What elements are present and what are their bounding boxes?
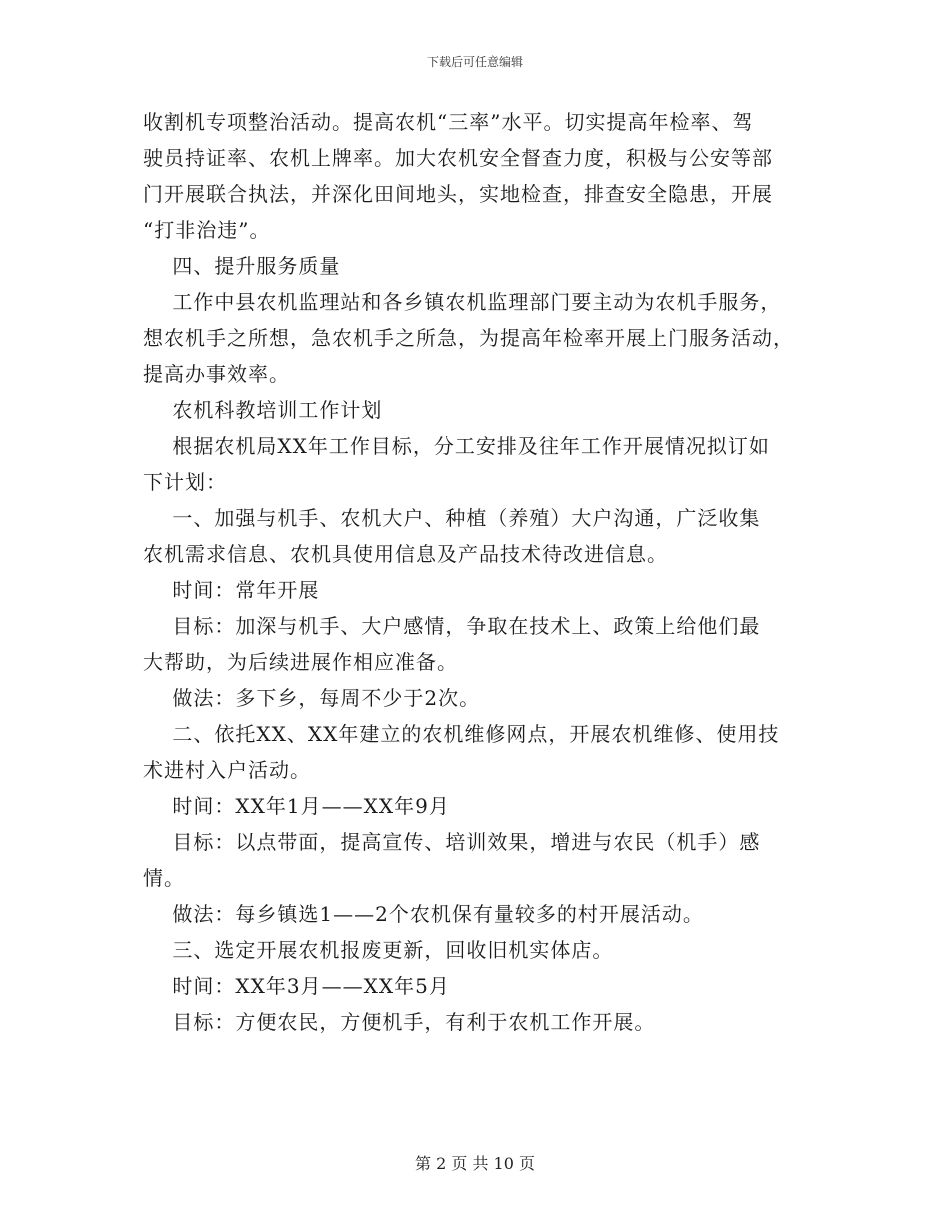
text-line: 三、选定开展农机报废更新，回收旧机实体店。 [143,938,614,962]
text-line: 做法：每乡镇选1——2个农机保有量较多的村开展活动。 [143,902,704,926]
page-number-label: 第 2 页 共 10 页 [415,1154,535,1173]
document-body [143,104,807,1040]
text-line: 时间：XX年3月——XX年5月 [143,974,450,998]
text-line: 驶员持证率、农机上牌率。加大农机安全督查力度，积极与公安等部 [143,146,773,170]
text-line: 门开展联合执法，并深化田间地头，实地检查，排查安全隐患，开展 [143,182,773,206]
text-line: 时间：XX年1月——XX年9月 [143,794,450,818]
text-line: 一、加强与机手、农机大户、种植（养殖）大户沟通，广泛收集 [143,506,761,530]
text-line: 情。 [143,866,185,890]
text-line: 做法：多下乡，每周不少于2次。 [143,686,481,710]
text-line: 下计划： [143,470,227,494]
text-line: 目标：以点带面，提高宣传、培训效果，增进与农民（机手）感 [143,830,761,854]
text-line: 二、依托XX、XX年建立的农机维修网点，开展农机维修、使用技 [143,722,780,746]
text-line: 提高办事效率。 [143,362,290,386]
text-line: “打非治违”。 [143,218,271,242]
text-line: 根据农机局XX年工作目标，分工安排及往年工作开展情况拟订如 [143,434,770,458]
text-line: 时间：常年开展 [143,578,320,602]
text-line: 目标：加深与机手、大户感情，争取在技术上、政策上给他们最 [143,614,761,638]
section-heading: 农机科教培训工作计划 [143,398,383,422]
text-line: 收割机专项整治活动。提高农机“三率”水平。切实提高年检率、驾 [143,110,754,134]
text-line: 工作中县农机监理站和各乡镇农机监理部门要主动为农机手服务， [143,290,782,314]
text-line: 目标：方便农民，方便机手，有利于农机工作开展。 [143,1010,656,1034]
text-line: 术进村入户活动。 [143,758,311,782]
text-line: 大帮助，为后续进展作相应准备。 [143,650,458,674]
page-footer [0,1154,950,1174]
section-heading: 四、提升服务质量 [143,254,341,278]
text-line: 想农机手之所想，急农机手之所急，为提高年检率开展上门服务活动， [143,326,794,350]
page-header-note: 下载后可任意编辑 [426,55,523,69]
text-line: 农机需求信息、农机具使用信息及产品技术待改进信息。 [143,542,668,566]
